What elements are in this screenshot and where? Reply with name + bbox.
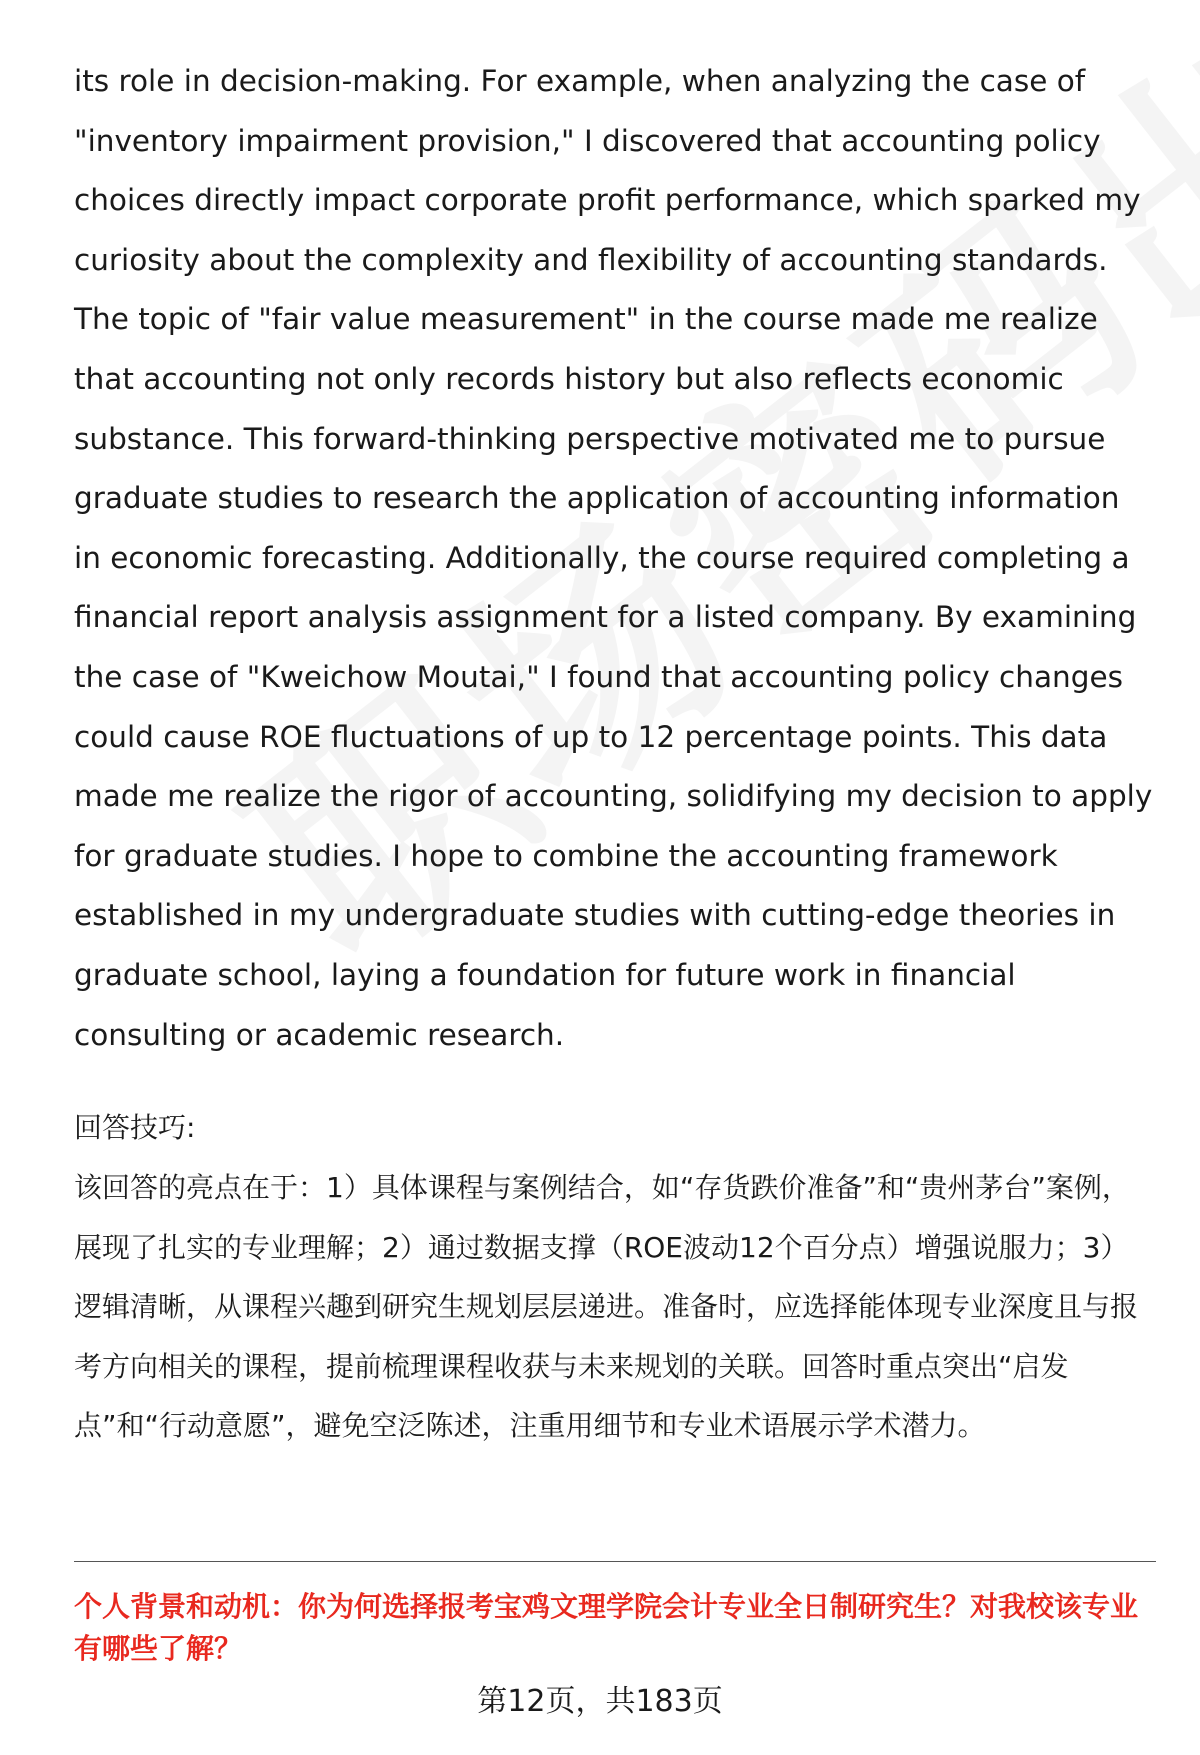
page-number: 第12页，共183页	[477, 1684, 723, 1719]
answer-paragraph: its role in decision-making. For example, when analyzing the case of "inventory impairment provision," I discovered that accounting policy choices directly impact corporate profit performance, which sparked my curiosity about the complexity and flexibility of accounting standards. The topic of "fair value measurement" in the course made me realize that accounting not only records history but also reflects economic substance. This forward-thinking perspective motivated me to pursue graduate studies to research the application of accounting information in economic forecasting. Additionally, the course required completing a financial report analysis assignment for a listed company. By examining the case of "Kweichow Moutai," I found that accounting policy changes could cause ROE fluctuations of up to 12 percentage points. This data made me realize the rigor of accounting, solidifying my decision to apply for graduate studies. I hope to combine the accounting framework established in my undergraduate studies with cutting-edge theories in graduate school, laying a foundation for future work in financial consulting or academic research.	[74, 64, 1153, 1052]
tips-body: 该回答的亮点在于：1）具体课程与案例结合，如“存货跌价准备”和“贵州茅台”案例，展现了扎实的专业理解；2）通过数据支撑（ROE波动12个百分点）增强说服力；3）逻辑清晰，从课程兴趣到研究生规划层层递进。准备时，应选择能体现专业深度且与报考方向相关的课程，提前梳理课程收获与未来规划的关联。回答时重点突出“启发点”和“行动意愿”，避免空泛陈述，注重用细节和专业术语展示学术潜力。	[74, 1171, 1139, 1443]
page-content	[74, 52, 1154, 1456]
section-divider	[74, 1561, 1156, 1562]
tips-title: 回答技巧:	[74, 1111, 196, 1145]
next-question-heading: 个人背景和动机：你为何选择报考宝鸡文理学院会计专业全日制研究生？对我校该专业有哪些了解？	[74, 1590, 1139, 1665]
